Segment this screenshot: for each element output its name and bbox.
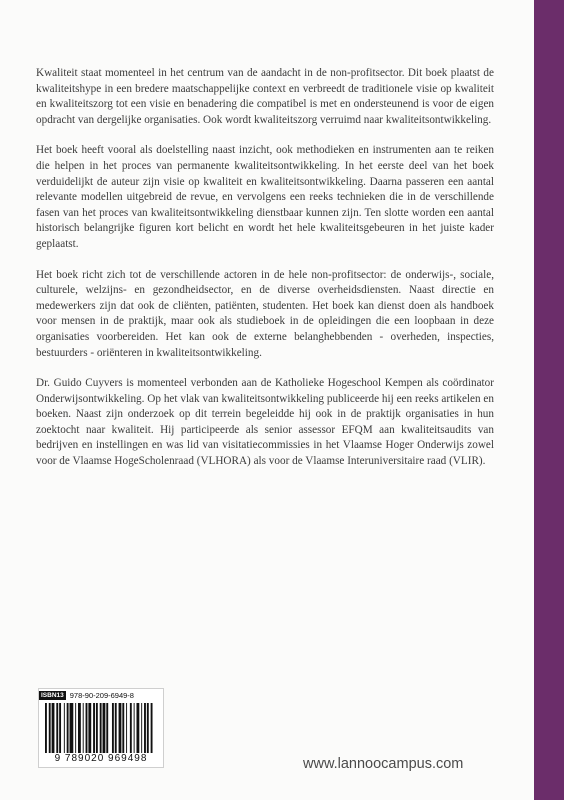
barcode-bar	[70, 703, 74, 753]
barcode-bar	[93, 703, 95, 753]
barcode-bar	[52, 703, 55, 753]
barcode-bar	[96, 703, 98, 753]
barcode-bar	[130, 703, 132, 753]
barcode-bar	[144, 703, 146, 753]
isbn-number: 978-90-209-6949-8	[69, 690, 134, 700]
purple-spine-band	[534, 0, 564, 800]
barcode-bar	[49, 703, 51, 753]
barcode-bar	[67, 703, 69, 753]
barcode-bar	[103, 703, 106, 753]
barcode-bar	[147, 703, 149, 753]
paragraph-goals: Het boek heeft vooral als doelstelling naast inzicht, ook methodieken en instrumenten aan te reiken die helpen in het proces van permanente kwaliteitsontwikkeling. In het eerste deel van het boek verduidelijkt de auteur zijn visie op kwaliteit en kwaliteitsontwikkeling. Daarna passeren een aantal relevante modellen uitgebreid de revue, en vervolgens een reeks technieken die in de verschillende fasen van het proces van kwaliteitsontwikkeling dienstbaar kunnen zijn. Ten slotte worden een aantal historisch belangrijke figuren kort belicht en wordt het hele kwaliteitsgebeuren in het juiste kader geplaatst.	[36, 144, 494, 250]
barcode-bar	[126, 703, 127, 753]
barcode-bar	[86, 703, 88, 753]
paragraph-intro: Kwaliteit staat momenteel in het centrum van de aandacht in de non-profitsector. Dit boek plaatst de kwaliteitshype in een bredere maatschappelijke context en verbreedt de traditionele visie op kwaliteit en kwaliteitszorg tot een visie en benadering die compatibel is met en ondersteunend is voor de eigen opdracht van dergelijke organisaties. Ook wordt kwaliteitszorg verruimd naar kwaliteitsontwikkeling.	[36, 67, 494, 126]
barcode-bar	[100, 703, 102, 753]
barcode-bar	[122, 703, 124, 753]
barcode-bar	[112, 703, 114, 753]
barcode-bar	[141, 703, 142, 753]
blurb-text	[36, 66, 494, 485]
barcode-bar	[136, 703, 139, 753]
barcode-digits: 9 789020 969498	[54, 753, 148, 764]
barcode-bar	[75, 703, 76, 753]
barcode-bar	[106, 703, 108, 753]
barcode-bar	[134, 703, 135, 753]
barcode-bar	[151, 703, 153, 753]
paragraph-audience: Het boek richt zich tot de verschillende actoren in de hele non-profitsector: de onderwijs-, sociale, culturele, welzijns- en gezondheidsector, en de diverse overheidsdiensten. Naast directie en medewerkers zijn dat ook de cliënten, patiënten, studenten. Het boek kan dienst doen als handboek voor mensen in de praktijk, maar ook als studieboek in de opleidingen die een loopbaan in deze organisaties voorbereiden. Het kan ook de externe belanghebbenden - overheden, inspecties, bestuurders - oriënteren in kwaliteitsontwikkeling.	[36, 268, 494, 359]
isbn-barcode	[38, 688, 164, 768]
barcode-bar	[78, 703, 81, 753]
barcode-bar	[45, 703, 47, 753]
barcode-bar	[88, 703, 91, 753]
isbn-label: ISBN13	[41, 691, 64, 699]
barcode-bars	[45, 703, 157, 753]
paragraph-author-bio: Dr. Guido Cuyvers is momenteel verbonden aan de Katholieke Hogeschool Kempen als coördinator Onderwijsontwikkeling. Op het vlak van kwaliteitsontwikkeling publiceerde hij een reeks artikelen en boeken. Naast zijn onderzoek op dit terrein begeleidde hij ook in de praktijk organisaties in hun zoektocht naar kwaliteit. Hij participeerde als senior assessor EFQM aan kwaliteitsaudits van bedrijven en instellingen en was lid van visitatiecommissies in het Vlaamse Hoger Onderwijs zowel voor de Vlaamse HogeScholenraad (VLHORA) als voor de Vlaamse Interuniversitaire raad (VLIR).	[36, 377, 494, 468]
barcode-bar	[64, 703, 65, 753]
barcode-bar	[115, 703, 117, 753]
barcode-bar	[83, 703, 84, 753]
publisher-url: www.lannoocampus.com	[303, 756, 464, 772]
isbn-row	[39, 689, 163, 701]
barcode-bar	[119, 703, 122, 753]
barcode-bar	[56, 703, 58, 753]
barcode-bar	[59, 703, 61, 753]
